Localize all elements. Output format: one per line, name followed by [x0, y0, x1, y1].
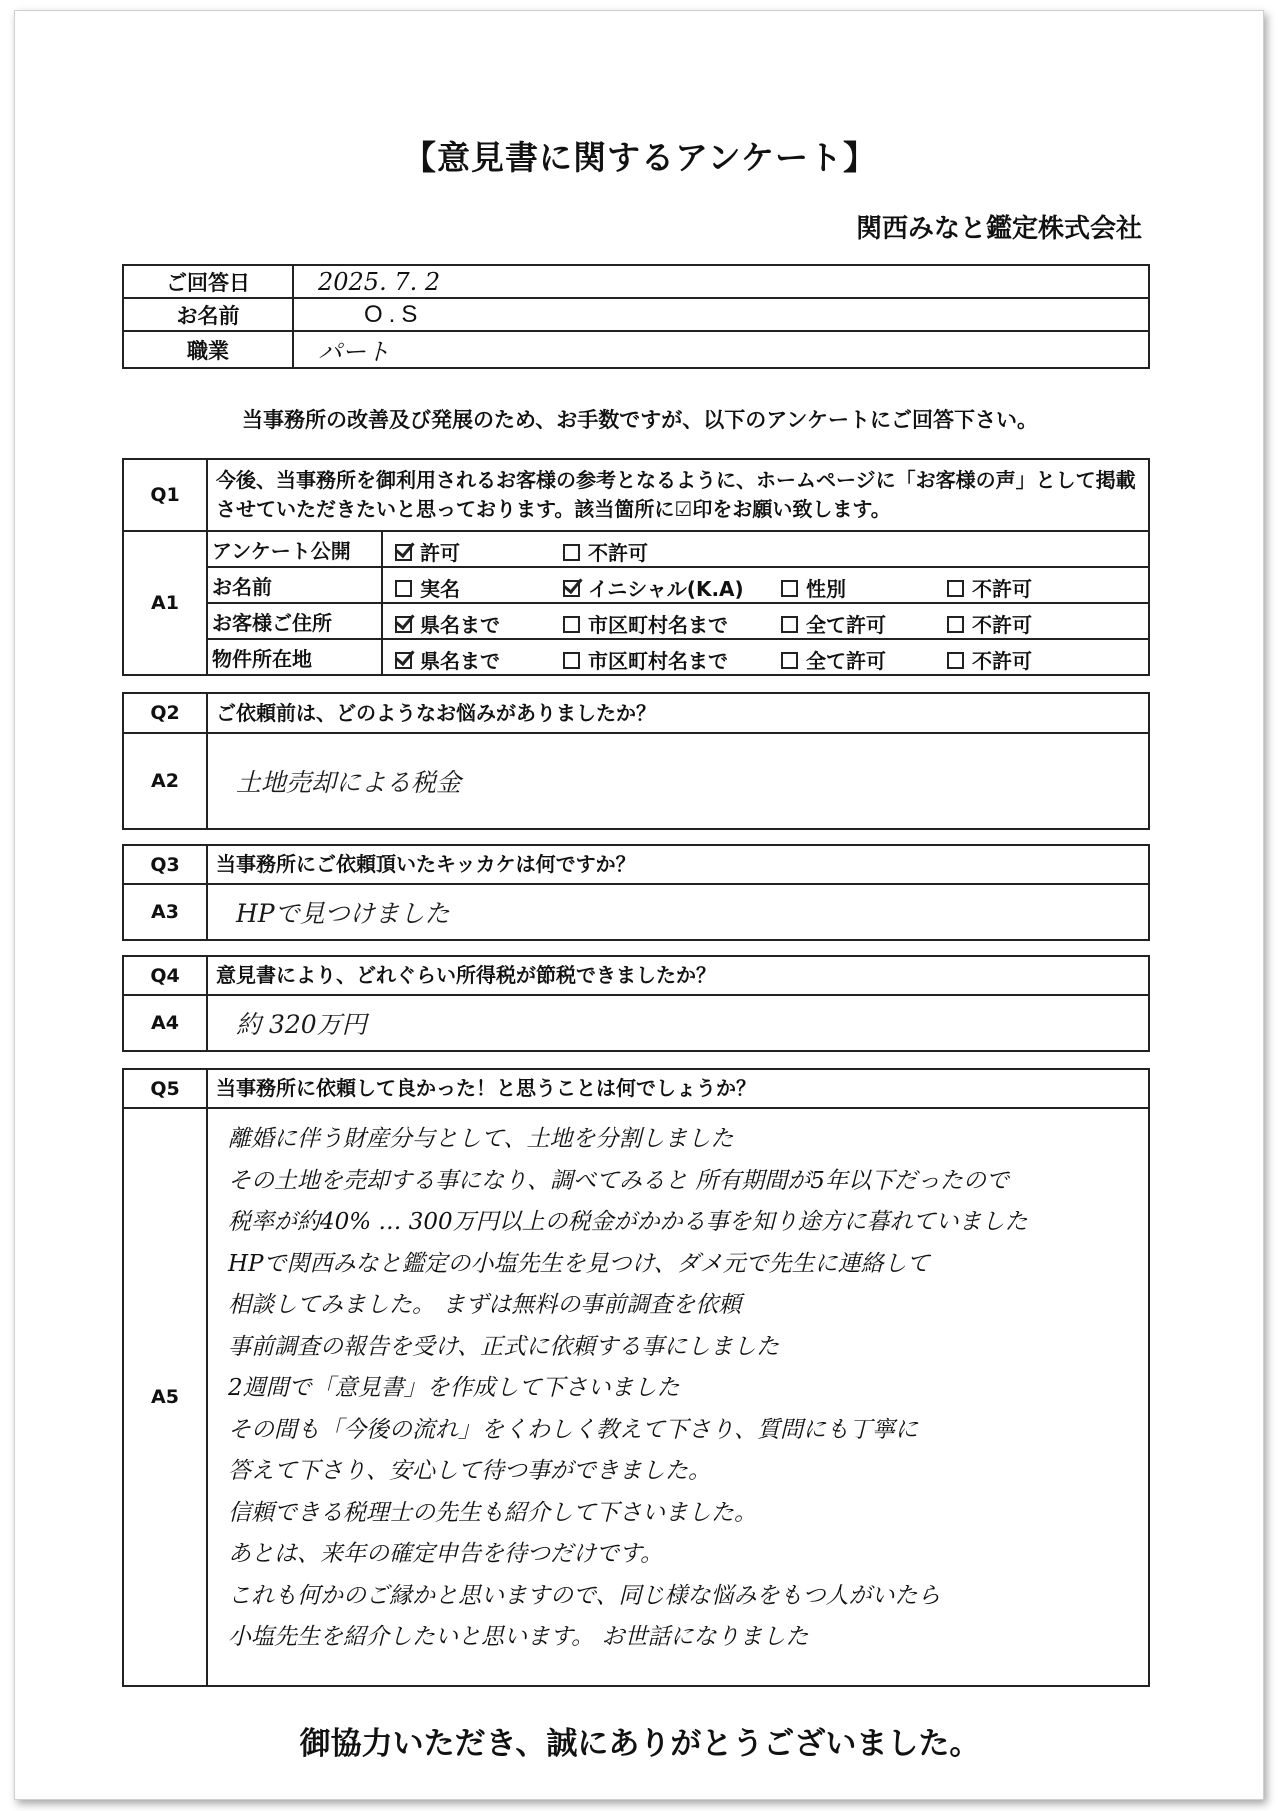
a1-row-publish — [382, 531, 1149, 567]
q4-number: Q4 — [123, 956, 207, 995]
q2-table — [122, 692, 1150, 830]
checkbox-checked-icon[interactable] — [395, 652, 412, 669]
q4-text: 意見書により、どれぐらい所得税が節税できましたか？ — [207, 956, 1149, 995]
job-label: 職業 — [123, 331, 293, 368]
date-label: ご回答日 — [123, 265, 293, 298]
name-value: O.S — [293, 298, 1149, 331]
a1-number: A1 — [123, 531, 207, 675]
intro-text: 当事務所の改善及び発展のため、お手数ですが、以下のアンケートにご回答下さい。 — [242, 408, 1038, 432]
respondent-info-table — [122, 264, 1150, 369]
option[interactable]: 性別 — [781, 573, 846, 602]
q3-number: Q3 — [123, 845, 207, 884]
q1-text: 今後、当事務所を御利用されるお客様の参考となるように、ホームページに「お客様の声」として掲載させていただきたいと思っております。該当箇所に☑印をお願い致します。 — [207, 459, 1149, 531]
answer-line: 事前調査の報告を受け、正式に依頼する事にしました — [228, 1333, 780, 1360]
name-label: お名前 — [123, 298, 293, 331]
q2-number: Q2 — [123, 693, 207, 733]
q1-number: Q1 — [123, 459, 207, 531]
option[interactable]: イニシャル(K.A) — [563, 573, 744, 602]
a1-row-name — [382, 567, 1149, 603]
option[interactable]: 許可 — [395, 537, 460, 566]
a1-row-label: お客様ご住所 — [207, 603, 382, 639]
a4-number: A4 — [123, 995, 207, 1051]
checkbox-icon[interactable] — [947, 616, 964, 633]
a1-row-property — [382, 639, 1149, 675]
q1-table — [122, 458, 1150, 676]
answer-line: あとは、来年の確定申告を待つだけです。 — [228, 1541, 664, 1567]
option[interactable]: 県名まで — [395, 609, 500, 638]
answer-line: 信頼できる税理士の先生も紹介して下さいました。 — [228, 1499, 757, 1526]
q3-table — [122, 844, 1150, 941]
a2-number: A2 — [123, 733, 207, 829]
a3-number: A3 — [123, 884, 207, 940]
answer-line: HPで関西みなと鑑定の小塩先生を見つけ、ダメ元で先生に連絡して — [228, 1250, 930, 1277]
option[interactable]: 全て許可 — [781, 645, 886, 674]
a1-row-label: 物件所在地 — [207, 639, 382, 675]
checkbox-checked-icon[interactable] — [395, 544, 412, 561]
answer-line: 2週間で「意見書」を作成して下さいました — [228, 1375, 680, 1401]
checkbox-checked-icon[interactable] — [563, 580, 580, 597]
a5-number: A5 — [123, 1108, 207, 1686]
option[interactable]: 実名 — [395, 573, 460, 602]
answer-line: その土地を売却する事になり、調べてみると 所有期間が5年以下だったので — [228, 1167, 1009, 1194]
checkbox-icon[interactable] — [781, 580, 798, 597]
a1-row-label: お名前 — [207, 567, 382, 603]
q2-text: ご依頼前は、どのようなお悩みがありましたか？ — [207, 693, 1149, 733]
page-title: 【意見書に関するアンケート】 — [402, 138, 878, 177]
q5-table — [122, 1068, 1150, 1687]
q4-table — [122, 955, 1150, 1052]
checkbox-icon[interactable] — [563, 616, 580, 633]
answer-line: 小塩先生を紹介したいと思います。 お世話になりました — [228, 1624, 809, 1650]
option[interactable]: 県名まで — [395, 645, 500, 674]
checkbox-checked-icon[interactable] — [395, 616, 412, 633]
checkbox-icon[interactable] — [947, 580, 964, 597]
answer-line: 答えて下さり、安心して待つ事ができました。 — [228, 1458, 711, 1484]
job-value: パート — [293, 331, 1149, 368]
a1-row-label: アンケート公開 — [207, 531, 382, 567]
option[interactable]: 不許可 — [947, 645, 1032, 674]
company-name: 関西みなと鑑定株式会社 — [855, 214, 1142, 244]
a1-row-address — [382, 603, 1149, 639]
checkbox-icon[interactable] — [563, 544, 580, 561]
closing-message: 御協力いただき、誠にありがとうございました。 — [299, 1726, 981, 1762]
answer-line: 税率が約40% … 300万円以上の税金がかかる事を知り途方に暮れていました — [228, 1209, 1028, 1235]
q5-number: Q5 — [123, 1069, 207, 1108]
answer-line: これも何かのご縁かと思いますので、同じ様な悩みをもつ人がいたら — [228, 1582, 941, 1609]
checkbox-icon[interactable] — [947, 652, 964, 669]
option[interactable]: 不許可 — [563, 537, 648, 566]
q5-text: 当事務所に依頼して良かった！と思うことは何でしょうか？ — [207, 1069, 1149, 1108]
answer-line: その間も「今後の流れ」をくわしく教えて下さり、質問にも丁寧に — [228, 1416, 918, 1443]
checkbox-icon[interactable] — [395, 580, 412, 597]
checkbox-icon[interactable] — [563, 652, 580, 669]
a2-answer: 土地売却による税金 — [207, 733, 1149, 829]
a3-answer: HPで見つけました — [207, 884, 1149, 940]
checkbox-icon[interactable] — [781, 616, 798, 633]
checkbox-icon[interactable] — [781, 652, 798, 669]
option[interactable]: 全て許可 — [781, 609, 886, 638]
option[interactable]: 不許可 — [947, 609, 1032, 638]
a4-answer: 約 320万円 — [207, 995, 1149, 1051]
a5-answer — [207, 1108, 1149, 1686]
q3-text: 当事務所にご依頼頂いたキッカケは何ですか？ — [207, 845, 1149, 884]
option[interactable]: 市区町村名まで — [563, 645, 728, 674]
answer-line: 相談してみました。 まずは無料の事前調査を依頼 — [228, 1292, 742, 1318]
answer-line: 離婚に伴う財産分与として、土地を分割しました — [228, 1126, 734, 1152]
option[interactable]: 不許可 — [947, 573, 1032, 602]
option[interactable]: 市区町村名まで — [563, 609, 728, 638]
date-value: 2025. 7. 2 — [293, 265, 1149, 298]
